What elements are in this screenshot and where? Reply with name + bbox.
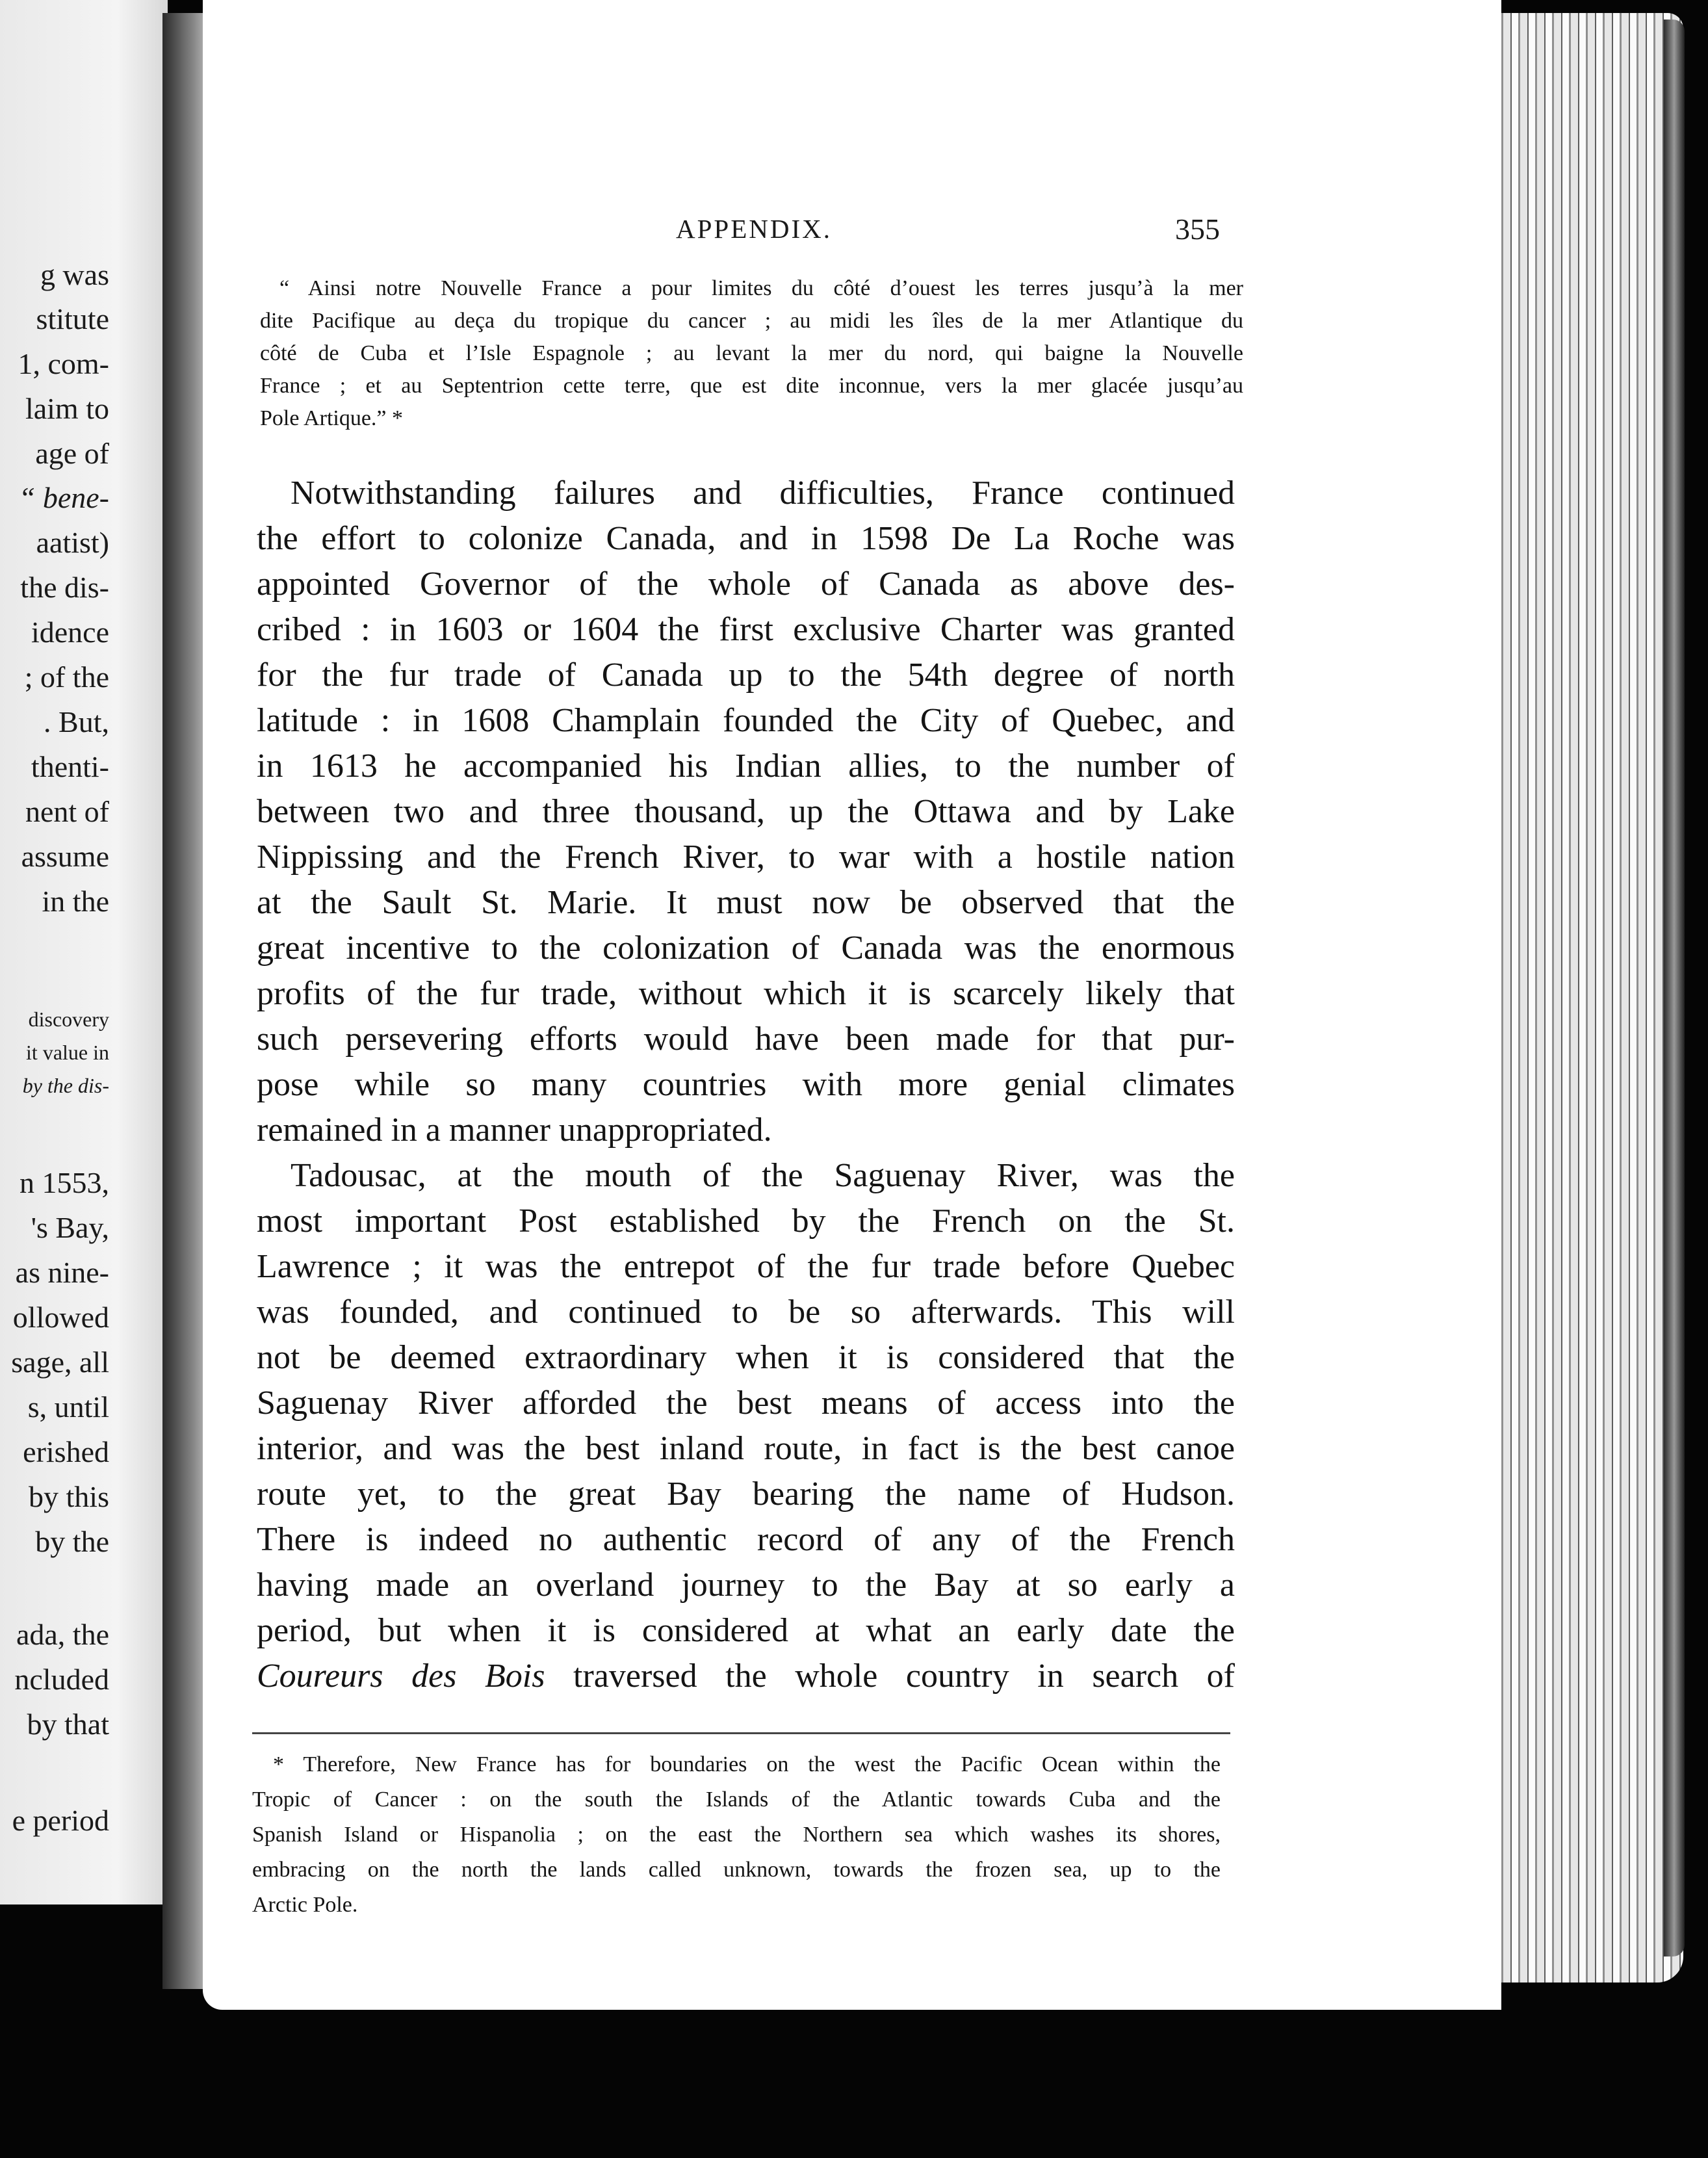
facing-page-line: as nine- [15,1256,109,1289]
body-line: for the fur trade of Canada up to the 54th degree of north [257,656,1235,694]
body-line: profits of the fur trade, without which it is scarcely likely that [257,975,1235,1012]
quote-line: Pole Artique.” * [260,406,404,430]
body-line: was founded, and continued to be so afterwards. This will [257,1294,1235,1331]
body-line: between two and three thousand, up the Ottawa and by Lake [257,793,1235,830]
italic-phrase: Coureurs des Bois [257,1658,545,1695]
facing-page-line: age of [35,437,109,470]
facing-page-fragment [0,0,168,1904]
body-line: Saguenay River afforded the best means of access into the [257,1384,1235,1422]
book-gutter [162,13,208,1989]
facing-page-footnote-line: discovery [28,1008,109,1031]
body-line: There is indeed no authentic record of any of the French [257,1521,1235,1558]
page-edges [1495,13,1683,1982]
footnote-line: * Therefore, New France has for boundaries on the west the Pacific Ocean within the [273,1752,1221,1776]
body-line: not be deemed extraordinary when it is considered that the [257,1339,1235,1376]
facing-page-line: ollowed [12,1301,109,1334]
facing-page-line: thenti- [31,750,109,783]
body-line: route yet, to the great Bay bearing the name of Hudson. [257,1476,1235,1513]
facing-page-line: g was [40,258,109,291]
body-line: latitude : in 1608 Champlain founded the City of Quebec, and [257,702,1235,739]
body-line: appointed Governor of the whole of Canada as above des- [257,566,1235,603]
body-line: most important Post established by the French on the St. [257,1202,1235,1240]
body-line: Notwithstanding failures and difficulties, France continued [291,474,1235,512]
facing-page-line: 1, com- [18,347,109,380]
facing-page-line: by the [35,1525,109,1558]
quote-line: France ; et au Septentrion cette terre, que est dite inconnue, vers la mer glacée jusqu’au [260,374,1243,398]
body-line: cribed : in 1603 or 1604 the first exclusive Charter was granted [257,611,1235,648]
body-line: remained in a manner unappropriated. [257,1112,772,1149]
facing-page-line: aatist) [36,526,109,559]
facing-page-line: ncluded [14,1663,109,1696]
facing-page-line: sage, all [11,1346,109,1379]
page-number: 355 [1175,213,1220,246]
body-line: pose while so many countries with more genial climates [257,1066,1235,1103]
facing-page-line: 's Bay, [31,1211,109,1244]
book-cover-edge [1664,20,1685,1956]
footnote-rule [252,1732,1230,1734]
body-line-last [257,1659,1235,1693]
quote-line: côté de Cuba et l’Isle Espagnole ; au levant la mer du nord, qui baigne la Nouvelle [260,341,1243,365]
body-line: such persevering efforts would have been made for that pur- [257,1020,1235,1058]
facing-page-line: nent of [25,795,109,828]
footnote-line: Tropic of Cancer : on the south the Islands of the Atlantic towards Cuba and the [252,1788,1221,1812]
facing-page-footnote-line: it value in [26,1041,109,1064]
body-line: in 1613 he accompanied his Indian allies, to the number of [257,748,1235,785]
facing-page-line: in the [42,885,109,918]
facing-page-line: n 1553, [19,1166,109,1199]
facing-page-line: erished [23,1435,109,1468]
facing-page-line: laim to [25,392,109,425]
facing-page-line: s, until [27,1390,109,1424]
footnote-line: Arctic Pole. [252,1893,358,1917]
quote-line: “ Ainsi notre Nouvelle France a pour limites du côté d’ouest les terres jusqu’à la mer [279,276,1243,300]
facing-page-line: stitute [36,302,109,335]
facing-page-line: “ bene- [18,481,109,514]
body-line: great incentive to the colonization of Canada was the enormous [257,930,1235,967]
footnote-line: embracing on the north the lands called unknown, towards the frozen sea, up to the [252,1858,1221,1882]
facing-page-line: the dis- [20,571,109,604]
body-line: the effort to colonize Canada, and in 1598 De La Roche was [257,520,1235,557]
facing-page-footnote-line: by the dis- [22,1074,109,1097]
facing-page-line: by that [27,1708,109,1741]
facing-page-line: assume [21,840,109,873]
body-line: Tadousac, at the mouth of the Saguenay River, was the [291,1157,1235,1194]
body-line: having made an overland journey to the Bay at so early a [257,1566,1235,1604]
facing-page-line: e period [12,1804,109,1837]
facing-page-line: by this [29,1480,109,1513]
footnote-line: Spanish Island or Hispanolia ; on the east the Northern sea which washes its shores, [252,1823,1221,1847]
body-line: at the Sault St. Marie. It must now be observed that the [257,884,1235,921]
quote-line: dite Pacifique au deça du tropique du cancer ; au midi les îles de la mer Atlantique du [260,309,1243,333]
running-head-title: APPENDIX. [676,214,832,244]
facing-page-line: idence [31,616,109,649]
body-line: interior, and was the best inland route, in fact is the best canoe [257,1430,1235,1467]
facing-page-line: ; of the [24,660,109,694]
body-line: period, but when it is considered at what an early date the [257,1612,1235,1649]
body-line: Lawrence ; it was the entrepot of the fur trade before Quebec [257,1248,1235,1285]
body-line: Nippissing and the French River, to war with a hostile nation [257,838,1235,876]
facing-page-line: . But, [44,705,109,738]
facing-page-line: ada, the [16,1618,109,1651]
body-line-rest: traversed the whole country in search of [545,1658,1235,1695]
